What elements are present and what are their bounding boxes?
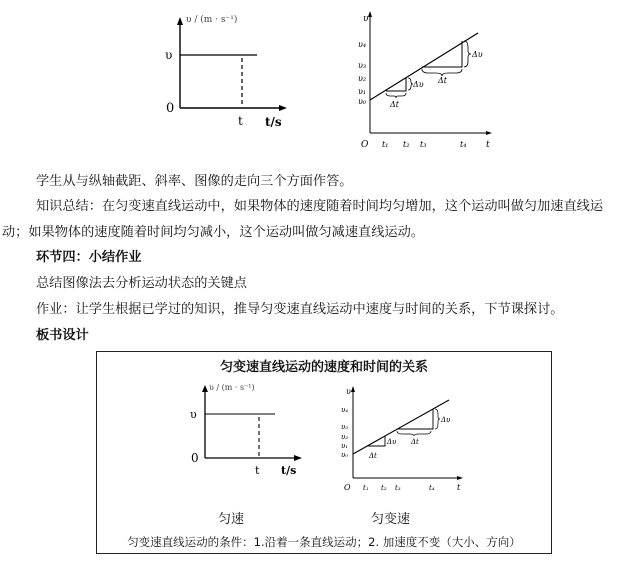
board-title: 匀变速直线运动的速度和时间的关系 bbox=[219, 360, 428, 375]
origin-label: O bbox=[344, 483, 351, 492]
caption-accelerated: 匀变速 bbox=[371, 512, 411, 527]
delta-v-small: Δυ bbox=[413, 80, 424, 89]
board-condition: 匀变速直线运动的条件：1.沿着一条直线运动；2. 加速度不变（大小、方向） bbox=[127, 535, 521, 549]
origin-label: 0 bbox=[191, 451, 199, 465]
v-tick-2: υ₂ bbox=[358, 74, 367, 83]
delta-v-large: Δυ bbox=[441, 416, 451, 424]
paragraph-answer: 学生从与纵轴截距、斜率、图像的走向三个方面作答。 bbox=[36, 174, 353, 189]
delta-t-small: Δt bbox=[369, 452, 377, 460]
y-axis-arrow bbox=[202, 385, 208, 392]
x-axis-label: t bbox=[486, 140, 490, 150]
t-tick-4: t₄ bbox=[429, 484, 435, 492]
v-tick-1: υ₁ bbox=[341, 442, 349, 450]
y-axis-arrow bbox=[177, 17, 183, 25]
paragraph-summary-line1: 知识总结：在匀变速直线运动中，如果物体的速度随着时间均匀增加，这个运动叫做匀加速直线运 bbox=[36, 199, 604, 214]
v-tick-4: υ₄ bbox=[341, 406, 349, 414]
paragraph-key-points: 总结图像法去分析运动状态的关键点 bbox=[36, 276, 247, 291]
delta-t-brace-small bbox=[386, 93, 406, 98]
caption-uniform: 匀速 bbox=[218, 512, 245, 527]
y-axis-label: υ bbox=[363, 14, 369, 24]
delta-v-small: Δυ bbox=[387, 438, 397, 446]
x-axis-label: t/s bbox=[281, 464, 297, 477]
accelerated-vt-graph bbox=[358, 5, 498, 155]
delta-t-small: Δt bbox=[390, 100, 399, 109]
v-tick-0: υ₀ bbox=[358, 97, 367, 106]
t-label: t bbox=[255, 464, 260, 477]
t-tick-1: t₁ bbox=[382, 140, 389, 149]
x-axis-arrow bbox=[279, 105, 287, 111]
section-heading-4: 环节四：小结作业 bbox=[36, 250, 142, 265]
delta-v-large: Δυ bbox=[472, 50, 483, 59]
v-tick-3: υ₃ bbox=[341, 423, 349, 431]
delta-step-large bbox=[422, 41, 462, 67]
y-axis-label: υ bbox=[346, 387, 351, 396]
board-design-box bbox=[96, 351, 552, 554]
delta-v-brace-large bbox=[464, 41, 471, 67]
x-axis-arrow bbox=[294, 455, 302, 461]
t-label: t bbox=[238, 114, 243, 128]
t-tick-3: t₃ bbox=[395, 484, 401, 492]
value-label: υ bbox=[165, 48, 173, 62]
board-accelerated-vt-graph bbox=[341, 382, 471, 494]
y-axis-label: υ / (m · s⁻¹) bbox=[209, 383, 255, 392]
v-tick-3: υ₃ bbox=[358, 61, 367, 70]
y-axis-label: υ / (m · s⁻¹) bbox=[186, 15, 238, 25]
delta-v-brace-large bbox=[435, 409, 440, 429]
paragraph-summary-line2: 动；如果物体的速度随着时间均匀减小，这个运动叫做匀减速直线运动。 bbox=[2, 225, 424, 240]
origin-label: 0 bbox=[166, 101, 175, 116]
t-tick-2: t₂ bbox=[403, 140, 410, 149]
delta-t-large: Δt bbox=[438, 76, 447, 85]
v-tick-0: υ₀ bbox=[341, 451, 349, 459]
delta-t-brace-large bbox=[397, 431, 431, 436]
board-uniform-vt-graph bbox=[187, 376, 317, 481]
board-design-heading: 板书设计 bbox=[36, 328, 89, 343]
origin-label: O bbox=[361, 140, 369, 150]
y-axis-arrow bbox=[368, 11, 372, 17]
t-tick-2: t₂ bbox=[381, 484, 387, 492]
t-tick-3: t₃ bbox=[420, 140, 427, 149]
paragraph-homework: 作业：让学生根据已学过的知识，推导匀变速直线运动中速度与时间的关系，下节课探讨。 bbox=[36, 302, 564, 317]
t-tick-1: t₁ bbox=[363, 484, 369, 492]
x-axis-arrow bbox=[457, 476, 463, 480]
uniform-vt-graph bbox=[160, 8, 300, 130]
v-tick-1: υ₁ bbox=[358, 87, 367, 96]
delta-t-brace-large bbox=[422, 69, 462, 76]
value-label: υ bbox=[190, 408, 197, 421]
t-tick-4: t₄ bbox=[460, 140, 467, 149]
x-axis-label: t bbox=[457, 483, 461, 492]
y-axis-arrow bbox=[351, 386, 355, 392]
v-tick-2: υ₂ bbox=[341, 433, 349, 441]
delta-t-large: Δt bbox=[411, 438, 419, 446]
x-axis-arrow bbox=[486, 131, 492, 135]
v-tick-4: υ₄ bbox=[358, 40, 367, 49]
x-axis-label: t/s bbox=[265, 115, 282, 129]
